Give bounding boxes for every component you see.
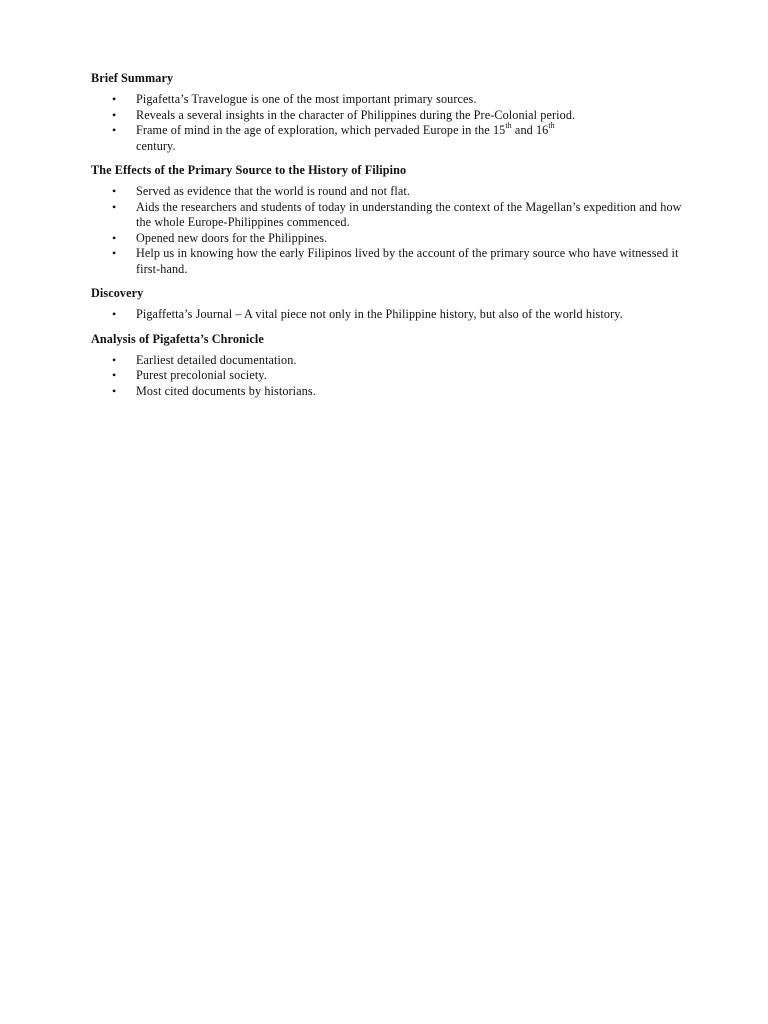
discovery-list: [91, 307, 691, 323]
list-item: [91, 246, 691, 277]
list-item-text: Pigaffetta’s Journal – A vital piece not only in the Philippine history, but also of the world history.: [136, 307, 623, 321]
list-item: [91, 120, 691, 154]
heading-brief-summary: Brief Summary: [91, 71, 174, 85]
list-item: [91, 384, 691, 400]
list-item-text: Purest precolonial society.: [136, 368, 267, 382]
list-item: [91, 307, 691, 323]
list-item-text: Earliest detailed documentation.: [136, 352, 297, 367]
bullet-icon: •: [112, 368, 117, 382]
list-item-text: Pigafetta’s Travelogue is one of the most important primary sources.: [136, 92, 477, 106]
document-page: [91, 70, 691, 407]
superscript-th-2: th: [548, 120, 555, 130]
frame-of-mind-text-start: Frame of mind in the age of exploration, which pervaded Europe in the 15: [136, 123, 506, 137]
bullet-icon: •: [112, 383, 117, 398]
list-item: [91, 184, 691, 200]
superscript-th-1: th: [505, 120, 512, 130]
bullet-icon: •: [112, 199, 117, 214]
effects-list: [91, 184, 691, 277]
frame-of-mind-text-end: century.: [136, 138, 176, 153]
bullet-icon: •: [112, 123, 117, 137]
bullet-icon: •: [112, 107, 117, 122]
list-item-text: Most cited documents by historians.: [136, 383, 316, 398]
list-item: [91, 353, 691, 369]
list-item-text: Served as evidence that the world is round and not flat.: [136, 184, 410, 198]
list-item: [91, 231, 691, 247]
list-item-text: Help us in knowing how the early Filipinos lived by the account of the primary source who have witnessed it first-hand.: [136, 246, 679, 276]
bullet-icon: •: [112, 92, 117, 106]
bullet-icon: •: [112, 230, 117, 245]
list-item-text: Opened new doors for the Philippines.: [136, 230, 328, 245]
heading-discovery: Discovery: [91, 286, 144, 300]
list-item-text-with-superscripts: [136, 120, 691, 154]
heading-analysis-of-chronicle: Analysis of Pigafetta’s Chronicle: [91, 331, 264, 346]
brief-summary-list: [91, 92, 691, 154]
list-item: [91, 200, 691, 231]
bullet-icon: •: [112, 184, 117, 198]
list-item-text: Aids the researchers and students of today in understanding the context of the Magellan’s expedition and how the whole Europe-Philippines commenced.: [136, 199, 682, 229]
analysis-list: [91, 353, 691, 400]
bullet-icon: •: [112, 246, 117, 260]
list-item: [91, 368, 691, 384]
bullet-icon: •: [112, 352, 117, 367]
frame-of-mind-text-middle: and 16: [511, 123, 549, 137]
heading-effects-of-primary-source: The Effects of the Primary Source to the History of Filipino: [91, 163, 407, 177]
list-item: [91, 92, 691, 108]
list-item-text: Reveals a several insights in the character of Philippines during the Pre-Colonial period.: [136, 107, 576, 122]
bullet-icon: •: [112, 307, 117, 321]
list-item: [91, 108, 691, 124]
